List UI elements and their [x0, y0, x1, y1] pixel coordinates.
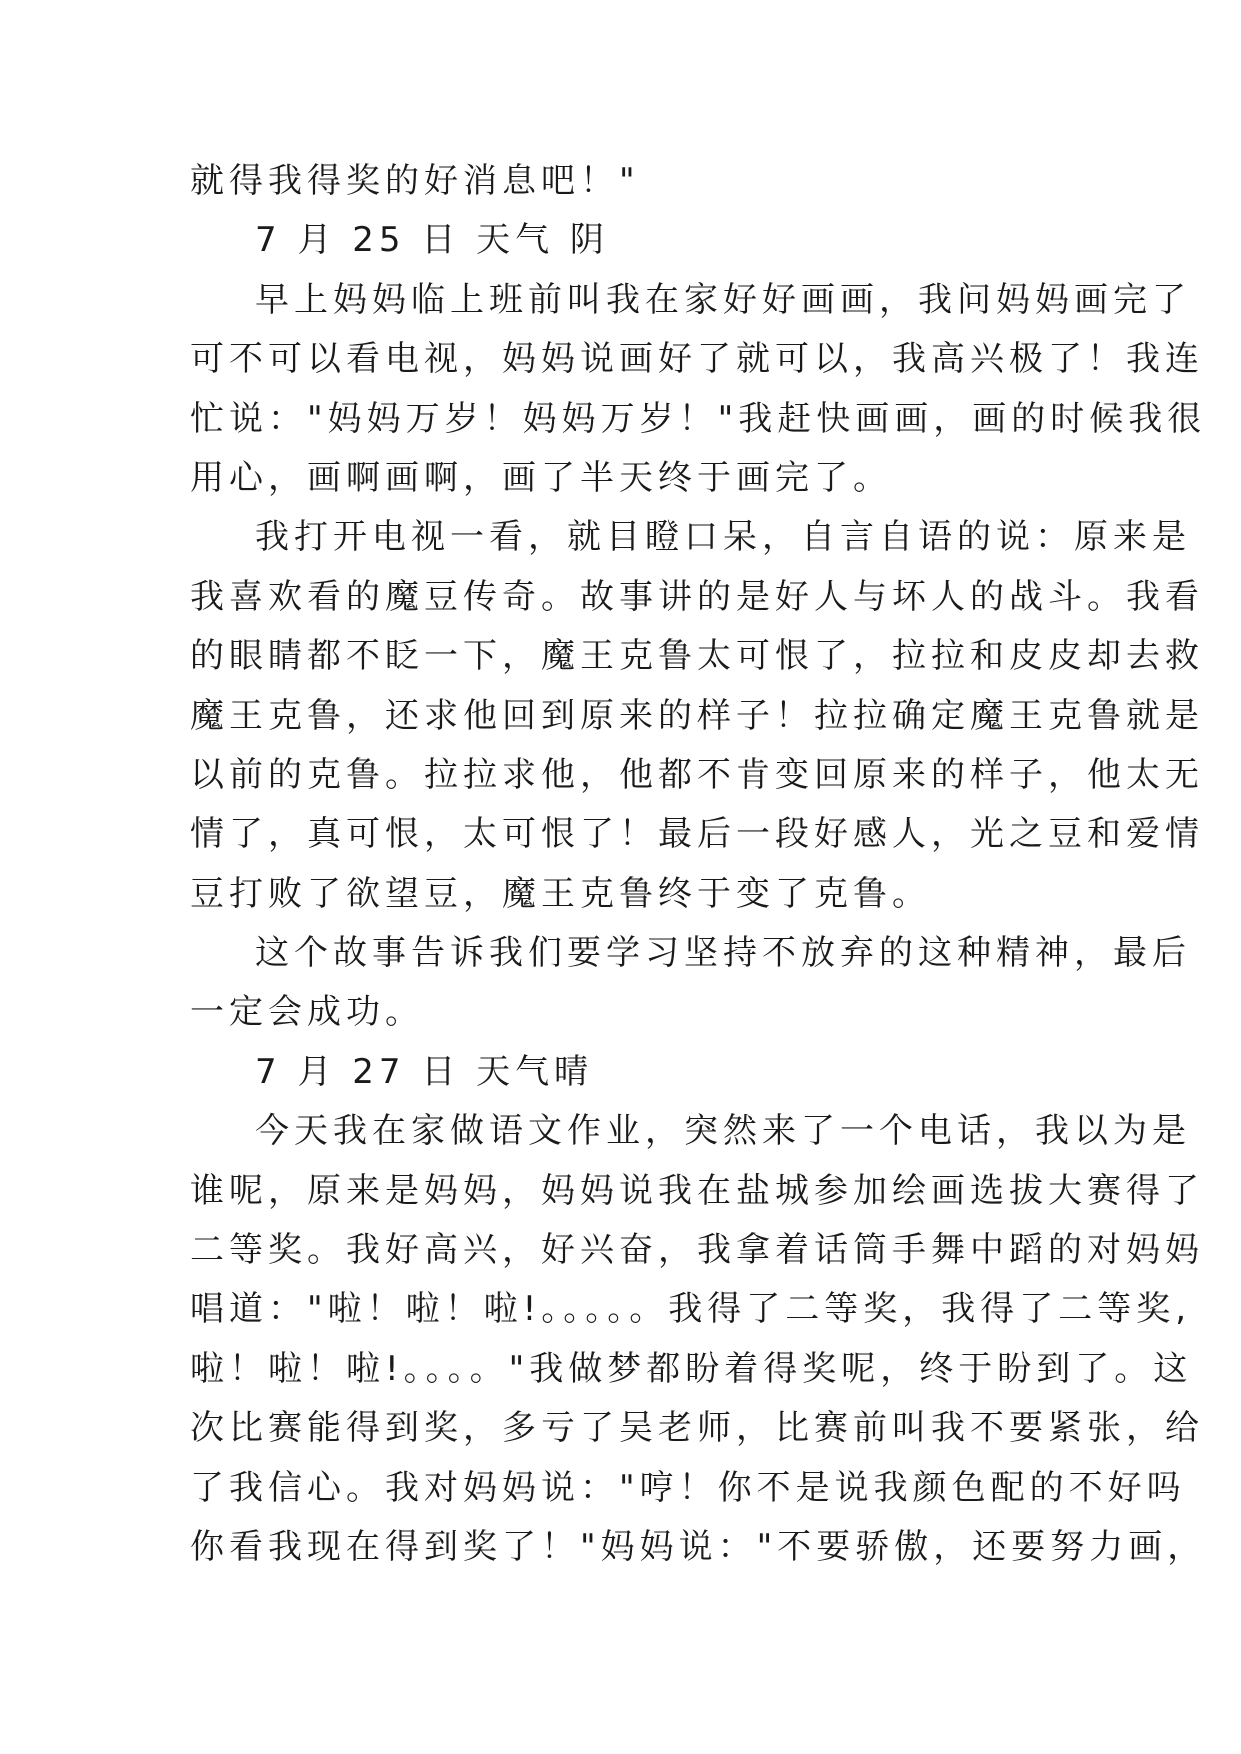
diary-date-line: 7 月 25 日 天气 阴 [255, 220, 609, 261]
text-line: 魔王克鲁，还求他回到原来的样子！拉拉确定魔王克鲁就是 [190, 695, 1204, 736]
text-line: 我打开电视一看，就目瞪口呆，自言自语的说：原来是 [255, 517, 1191, 558]
text-line: 情了，真可恨，太可恨了！最后一段好感人，光之豆和爱情 [190, 814, 1204, 855]
text-line: 就得我得奖的好消息吧！" [190, 161, 640, 201]
text-line: 今天我在家做语文作业，突然来了一个电话，我以为是 [255, 1111, 1191, 1152]
text-line: 我喜欢看的魔豆传奇。故事讲的是好人与坏人的战斗。我看 [190, 576, 1204, 617]
text-line: 谁呢，原来是妈妈，妈妈说我在盐城参加绘画选拔大赛得了 [190, 1170, 1204, 1211]
text-line: 次比赛能得到奖，多亏了吴老师，比赛前叫我不要紧张，给 [190, 1408, 1204, 1449]
text-line: 唱道："啦！啦！啦!。。。。。我得了二等奖，我得了二等奖, [190, 1289, 1192, 1330]
text-line: 早上妈妈临上班前叫我在家好好画画，我问妈妈画完了 [255, 279, 1191, 320]
diary-date-line: 7 月 27 日 天气晴 [255, 1051, 594, 1092]
text-line: 忙说："妈妈万岁！妈妈万岁！"我赶快画画，画的时候我很 [190, 398, 1207, 439]
text-line: 这个故事告诉我们要学习坚持不放弃的这种精神，最后 [255, 933, 1191, 974]
text-line: 了我信心。我对妈妈说："哼！你不是说我颜色配的不好吗 [190, 1467, 1186, 1508]
text-line: 以前的克鲁。拉拉求他，他都不肯变回原来的样子，他太无 [190, 754, 1204, 795]
text-line: 的眼睛都不眨一下，魔王克鲁太可恨了，拉拉和皮皮却去救 [190, 636, 1204, 677]
document-body [190, 152, 1207, 1577]
text-line: 你看我现在得到奖了！"妈妈说："不要骄傲，还要努力画， [190, 1526, 1207, 1567]
text-line: 用心，画啊画啊，画了半天终于画完了。 [190, 457, 892, 498]
text-line: 豆打败了欲望豆，魔王克鲁终于变了克鲁。 [190, 873, 931, 914]
text-line: 可不可以看电视，妈妈说画好了就可以，我高兴极了！我连 [190, 339, 1204, 380]
text-line: 一定会成功。 [190, 992, 424, 1033]
text-line: 二等奖。我好高兴，好兴奋，我拿着话筒手舞中蹈的对妈妈 [190, 1230, 1204, 1271]
text-line: 啦！啦！啦!。。。。"我做梦都盼着得奖呢，终于盼到了。这 [190, 1348, 1193, 1389]
